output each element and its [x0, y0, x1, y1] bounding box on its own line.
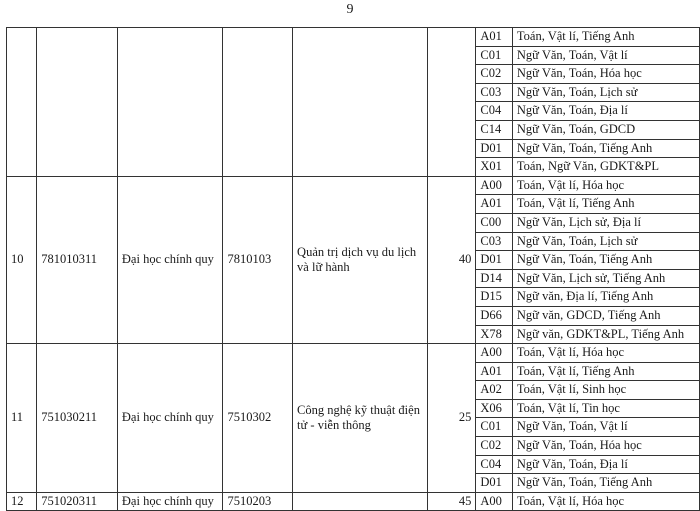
combination-subjects-cell: Toán, Vật lí, Hóa học	[512, 344, 699, 363]
combination-code-cell: C03	[476, 232, 512, 251]
program-code-cell	[37, 28, 118, 177]
combination-code-cell: C01	[476, 46, 512, 65]
major-code-cell: 7510203	[223, 492, 293, 511]
table-row	[7, 28, 700, 47]
quota-cell	[427, 28, 476, 177]
training-type-cell: Đại học chính quy	[117, 176, 223, 343]
combination-subjects-cell: Ngữ Văn, Toán, Địa lí	[512, 455, 699, 474]
program-code-cell: 751030211	[37, 344, 118, 493]
combination-code-cell: D66	[476, 306, 512, 325]
combination-subjects-cell: Toán, Vật lí, Tiếng Anh	[512, 195, 699, 214]
training-type-cell	[117, 28, 223, 177]
combination-code-cell: X78	[476, 325, 512, 344]
major-name-cell: Quản trị dịch vụ du lịch và lữ hành	[293, 176, 428, 343]
table-row	[7, 176, 700, 195]
combination-code-cell: A02	[476, 381, 512, 400]
combination-code-cell: A01	[476, 362, 512, 381]
stt-cell: 11	[7, 344, 37, 493]
combination-subjects-cell: Ngữ Văn, Toán, Tiếng Anh	[512, 474, 699, 493]
combination-code-cell: D01	[476, 474, 512, 493]
combination-code-cell: C01	[476, 418, 512, 437]
combination-code-cell: C04	[476, 102, 512, 121]
major-code-cell	[223, 28, 293, 177]
combination-subjects-cell: Toán, Ngữ Văn, GDKT&PL	[512, 158, 699, 177]
combination-subjects-cell: Toán, Vật lí, Hóa học	[512, 492, 699, 511]
combination-subjects-cell: Ngữ Văn, Toán, Lịch sử	[512, 232, 699, 251]
combination-code-cell: C00	[476, 213, 512, 232]
combination-code-cell: X01	[476, 158, 512, 177]
combination-subjects-cell: Toán, Vật lí, Sinh học	[512, 381, 699, 400]
combination-subjects-cell: Toán, Vật lí, Hóa học	[512, 176, 699, 195]
table-row	[7, 492, 700, 511]
quota-cell: 45	[427, 492, 476, 511]
combination-code-cell: A00	[476, 492, 512, 511]
combination-subjects-cell: Ngữ văn, GDKT&PL, Tiếng Anh	[512, 325, 699, 344]
combination-subjects-cell: Ngữ Văn, Toán, Hóa học	[512, 437, 699, 456]
combination-subjects-cell: Ngữ Văn, Lịch sử, Tiếng Anh	[512, 269, 699, 288]
combination-subjects-cell: Ngữ Văn, Toán, Tiếng Anh	[512, 251, 699, 270]
combination-subjects-cell: Ngữ văn, Địa lí, Tiếng Anh	[512, 288, 699, 307]
combination-subjects-cell: Ngữ Văn, Toán, Tiếng Anh	[512, 139, 699, 158]
stt-cell	[7, 28, 37, 177]
combination-code-cell: C14	[476, 120, 512, 139]
quota-cell: 25	[427, 344, 476, 493]
combination-subjects-cell: Ngữ Văn, Toán, Địa lí	[512, 102, 699, 121]
combination-subjects-cell: Toán, Vật lí, Tiếng Anh	[512, 362, 699, 381]
combination-code-cell: X06	[476, 399, 512, 418]
program-code-cell: 781010311	[37, 176, 118, 343]
combination-code-cell: C02	[476, 437, 512, 456]
major-name-cell	[293, 28, 428, 177]
combination-code-cell: C03	[476, 83, 512, 102]
combination-code-cell: D15	[476, 288, 512, 307]
major-code-cell: 7810103	[223, 176, 293, 343]
combination-code-cell: A00	[476, 176, 512, 195]
table-row	[7, 344, 700, 363]
combination-subjects-cell: Ngữ Văn, Toán, GDCD	[512, 120, 699, 139]
combination-code-cell: A01	[476, 195, 512, 214]
combination-subjects-cell: Ngữ Văn, Lịch sử, Địa lí	[512, 213, 699, 232]
combination-code-cell: C04	[476, 455, 512, 474]
admissions-table	[6, 27, 700, 511]
combination-code-cell: D01	[476, 251, 512, 270]
quota-cell: 40	[427, 176, 476, 343]
combination-subjects-cell: Ngữ Văn, Toán, Hóa học	[512, 65, 699, 84]
combination-code-cell: C02	[476, 65, 512, 84]
combination-code-cell: A00	[476, 344, 512, 363]
combination-code-cell: D14	[476, 269, 512, 288]
stt-cell: 10	[7, 176, 37, 343]
stt-cell: 12	[7, 492, 37, 511]
combination-subjects-cell: Toán, Vật lí, Tin học	[512, 399, 699, 418]
major-name-cell: Công nghệ kỹ thuật điện tử - viễn thông	[293, 344, 428, 493]
program-code-cell: 751020311	[37, 492, 118, 511]
combination-subjects-cell: Ngữ Văn, Toán, Vật lí	[512, 46, 699, 65]
training-type-cell: Đại học chính quy	[117, 344, 223, 493]
combination-subjects-cell: Ngữ văn, GDCD, Tiếng Anh	[512, 306, 699, 325]
major-name-cell	[293, 492, 428, 511]
admissions-table-body	[7, 28, 700, 511]
combination-code-cell: D01	[476, 139, 512, 158]
combination-code-cell: A01	[476, 28, 512, 47]
major-code-cell: 7510302	[223, 344, 293, 493]
combination-subjects-cell: Ngữ Văn, Toán, Lịch sử	[512, 83, 699, 102]
training-type-cell: Đại học chính quy	[117, 492, 223, 511]
combination-subjects-cell: Ngữ Văn, Toán, Vật lí	[512, 418, 699, 437]
combination-subjects-cell: Toán, Vật lí, Tiếng Anh	[512, 28, 699, 47]
page-number: 9	[346, 2, 354, 17]
